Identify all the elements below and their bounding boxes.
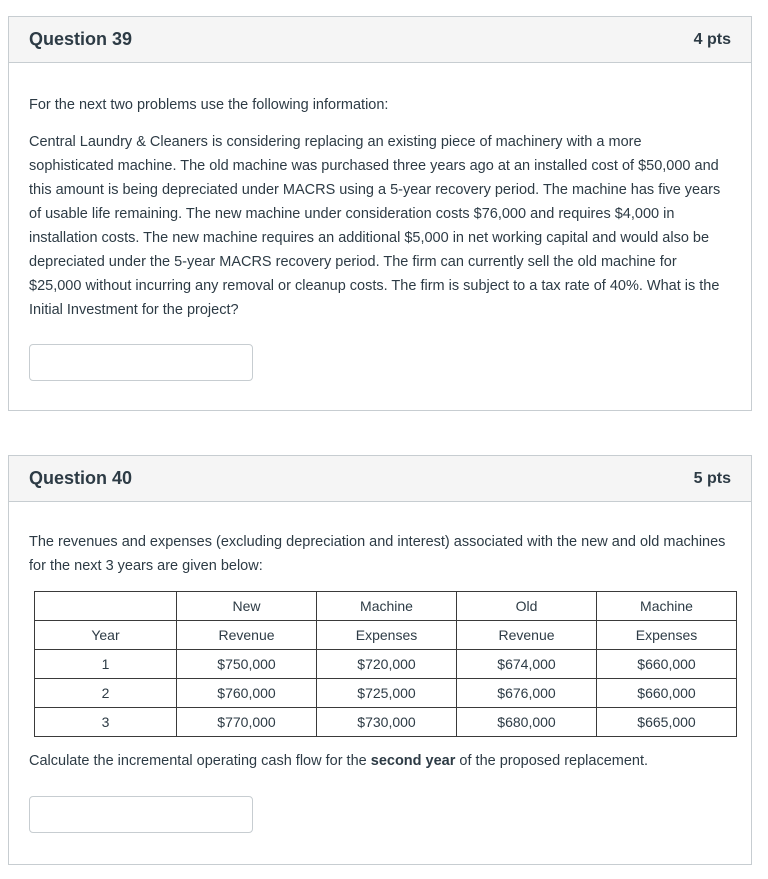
table-cell: 1 bbox=[35, 650, 177, 679]
table-cell: $730,000 bbox=[317, 708, 457, 737]
table-header-cell: Machine bbox=[597, 592, 737, 621]
table-cell: $674,000 bbox=[457, 650, 597, 679]
question-header bbox=[9, 17, 751, 63]
question-40 bbox=[8, 455, 752, 865]
table-cell: $660,000 bbox=[597, 650, 737, 679]
table-cell: $725,000 bbox=[317, 679, 457, 708]
table-header-cell: Expenses bbox=[597, 621, 737, 650]
table-cell: $750,000 bbox=[177, 650, 317, 679]
table-header-cell: Revenue bbox=[177, 621, 317, 650]
table-header-cell bbox=[35, 592, 177, 621]
table-header-cell: Machine bbox=[317, 592, 457, 621]
table-cell: $760,000 bbox=[177, 679, 317, 708]
question-points: 4 pts bbox=[693, 30, 731, 48]
table-header-cell: New bbox=[177, 592, 317, 621]
table-cell: 2 bbox=[35, 679, 177, 708]
table-cell: $720,000 bbox=[317, 650, 457, 679]
table-row bbox=[35, 708, 737, 737]
question-title: Question 40 bbox=[29, 468, 133, 488]
question-points: 5 pts bbox=[693, 469, 731, 487]
question-lead-text: For the next two problems use the following information: bbox=[29, 97, 389, 113]
prompt-emphasis: second year bbox=[370, 753, 456, 769]
question-39 bbox=[8, 16, 752, 411]
question-title: Question 39 bbox=[29, 29, 133, 49]
table-cell: 3 bbox=[35, 708, 177, 737]
table-row bbox=[35, 650, 737, 679]
answer-input[interactable] bbox=[29, 344, 253, 381]
prompt-text-end: of the proposed replacement. bbox=[455, 753, 649, 769]
table-row bbox=[35, 679, 737, 708]
table-header-cell: Year bbox=[35, 621, 177, 650]
table-cell: $676,000 bbox=[457, 679, 597, 708]
table-header-cell: Expenses bbox=[317, 621, 457, 650]
table-header-cell: Revenue bbox=[457, 621, 597, 650]
question-header bbox=[9, 456, 751, 502]
question-text: Central Laundry & Cleaners is considering replacing an existing piece of machinery with a more sophisticated machine. The old machine was purchased three years ago at an installed cost of $50,000 and this amount is being depreciated under MACRS using a 5-year recovery period. The machine has five years of usable life remaining. The new machine under consideration costs $76,000 and requires $4,000 in installation costs. The new machine requires an additional $5,000 in net working capital and would also be depreciated under the 5-year MACRS recovery period. The firm can currently sell the old machine for $25,000 without incurring any removal or cleanup costs. The firm is subject to a tax rate of 40%. What is the Initial Investment for the project? bbox=[29, 134, 721, 318]
table-cell: $665,000 bbox=[597, 708, 737, 737]
question-text: The revenues and expenses (excluding depreciation and interest) associated with the new and old machines for the next 3 years are given below: bbox=[29, 534, 726, 574]
prompt-text-start: Calculate the incremental operating cash flow for the bbox=[29, 753, 371, 769]
revenue-expense-table bbox=[34, 591, 737, 737]
table-header-cell: Old bbox=[457, 592, 597, 621]
table-cell: $660,000 bbox=[597, 679, 737, 708]
answer-input[interactable] bbox=[29, 796, 253, 833]
table-header-row bbox=[35, 592, 737, 621]
table-cell: $770,000 bbox=[177, 708, 317, 737]
table-cell: $680,000 bbox=[457, 708, 597, 737]
table-header-row bbox=[35, 621, 737, 650]
question-prompt bbox=[29, 749, 648, 773]
